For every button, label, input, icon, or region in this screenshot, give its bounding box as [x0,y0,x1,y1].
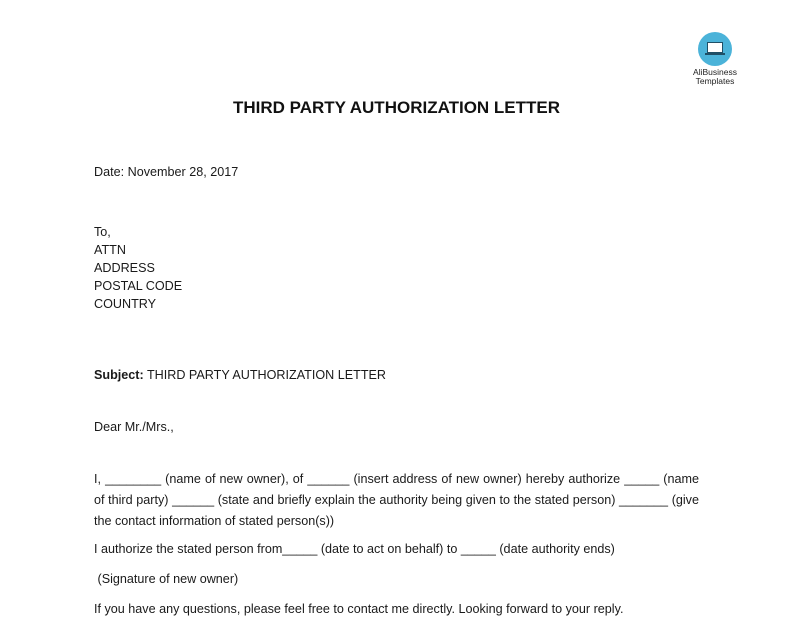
address-line-attn: ATTN [94,243,126,257]
address-line-postal-code: POSTAL CODE [94,279,183,293]
subject-line [94,366,386,384]
address-line-address: ADDRESS [94,261,155,275]
authorize-line: I authorize the stated person from_____ (date to act on behalf) to _____ (date authority ends) [94,542,615,556]
subject-label: Subject: [94,368,144,382]
address-line-to: To, [94,225,111,239]
body-paragraph: I, ________ (name of new owner), of ______ (insert address of new owner) hereby authorize _____ (name of third party) ______ (state and briefly explain the authority being given to the stated person) _______ (give the contact information of stated person(s)) [94,472,699,528]
letter-title: THIRD PARTY AUTHORIZATION LETTER [232,98,561,117]
letter-date: Date: November 28, 2017 [94,165,239,179]
alibusiness-logo [680,32,750,86]
signature-line: (Signature of new owner) [94,572,239,586]
subject-text: THIRD PARTY AUTHORIZATION LETTER [143,368,387,382]
closing-line: If you have any questions, please feel free to contact me directly. Looking forward to your reply. [94,602,624,616]
logo-text [680,68,750,86]
greeting: Dear Mr./Mrs., [94,420,174,434]
logo-line-1: AliBusiness [693,67,737,77]
address-line-country: COUNTRY [94,297,157,311]
laptop-icon [698,32,732,66]
logo-line-2: Templates [695,76,735,86]
